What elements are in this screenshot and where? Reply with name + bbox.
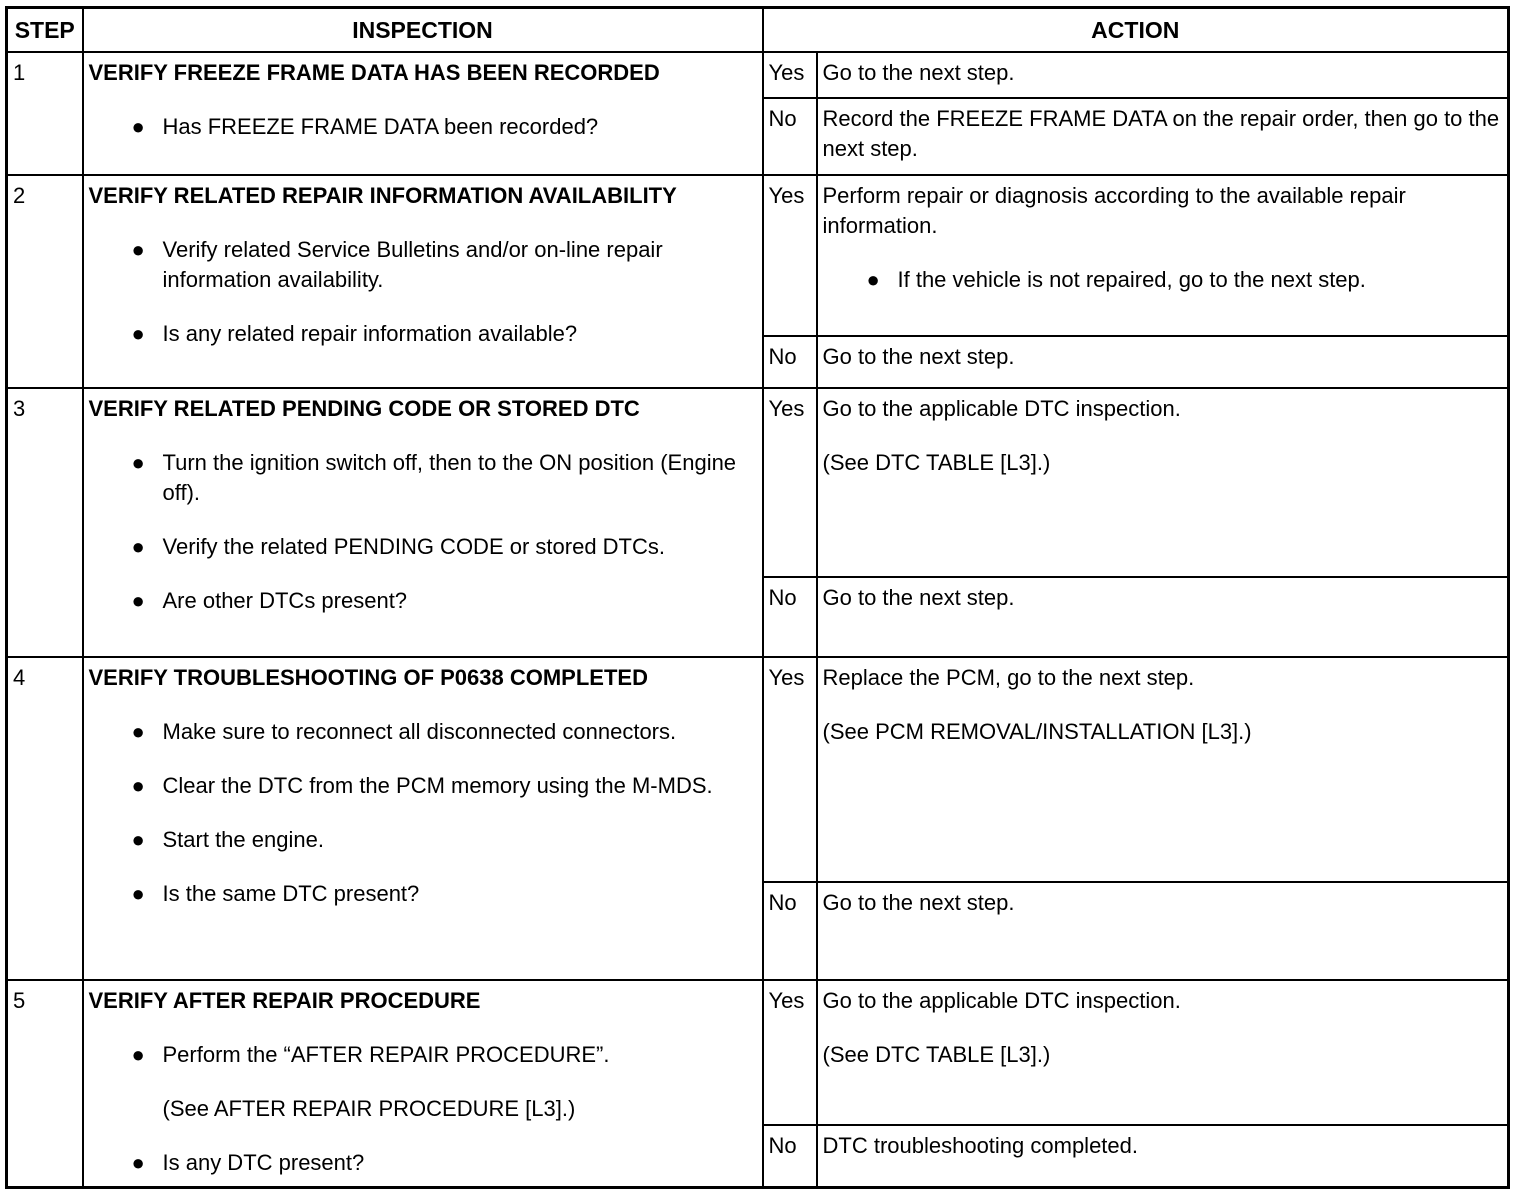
bullet-icon: ● [131,881,145,906]
header-action: ACTION [763,8,1509,53]
action-item: ● If the vehicle is not repaired, go to the next step. [823,265,1503,295]
yes-action [817,980,1509,1125]
bullet-icon: ● [131,588,145,613]
step-row [7,388,1509,577]
inspection-cell [83,175,763,388]
no-label: No [763,1125,817,1188]
inspection-item: ● Make sure to reconnect all disconnected connectors. [89,717,757,747]
no-label: No [763,98,817,175]
header-inspection: INSPECTION [83,8,763,53]
diagnostic-procedure [5,6,1510,1189]
step-number: 3 [7,388,83,657]
yes-action-text: Replace the PCM, go to the next step. [822,665,1195,690]
inspection-cell [83,388,763,657]
inspection-cell [83,980,763,1188]
inspection-item: ● Is the same DTC present? [89,879,757,909]
step-row [7,657,1509,882]
bullet-icon: ● [131,773,145,798]
inspection-item: ● Clear the DTC from the PCM memory using the M-MDS. [89,771,757,801]
inspection-cell [83,657,763,980]
bullet-icon: ● [131,719,145,744]
step-number: 1 [7,52,83,175]
bullet-icon: ● [131,237,145,262]
inspection-item: ● Is any DTC present? [89,1148,757,1178]
no-action: Go to the next step. [817,336,1509,388]
yes-action [817,175,1509,336]
yes-action-reference: (See DTC TABLE [L3].) [822,1042,1051,1067]
step-row [7,175,1509,336]
bullet-icon: ● [866,267,880,292]
bullet-icon: ● [131,827,145,852]
inspection-note: (See AFTER REPAIR PROCEDURE [L3].) [162,1096,576,1121]
bullet-icon: ● [131,321,145,346]
yes-action [817,388,1509,577]
yes-action: Go to the next step. [817,52,1509,98]
header-row [7,8,1509,53]
yes-label: Yes [763,388,817,577]
yes-label: Yes [763,52,817,98]
inspection-cell [83,52,763,175]
step-number: 4 [7,657,83,980]
inspection-item: ● Verify the related PENDING CODE or stored DTCs. [89,532,757,562]
step-title: VERIFY FREEZE FRAME DATA HAS BEEN RECORDED [88,60,660,85]
step-row [7,980,1509,1125]
no-action: Go to the next step. [817,882,1509,980]
step-number: 2 [7,175,83,388]
yes-action-text: Go to the applicable DTC inspection. [822,396,1181,421]
step-title: VERIFY TROUBLESHOOTING OF P0638 COMPLETED [88,665,648,690]
inspection-item: ● Perform the “AFTER REPAIR PROCEDURE”. [89,1040,757,1070]
bullet-icon: ● [131,1150,145,1175]
step-row [7,52,1509,98]
bullet-icon: ● [131,450,145,475]
step-number: 5 [7,980,83,1188]
inspection-item: ● Verify related Service Bulletins and/or on-line repair information availability. [131,237,663,292]
yes-action-text: Perform repair or diagnosis according to the available repair information. [822,183,1406,238]
bullet-icon: ● [131,114,145,139]
step-title: VERIFY RELATED REPAIR INFORMATION AVAILABILITY [88,183,677,208]
step-title: VERIFY AFTER REPAIR PROCEDURE [88,988,481,1013]
no-label: No [763,882,817,980]
yes-action-text: Go to the applicable DTC inspection. [822,988,1181,1013]
yes-label: Yes [763,175,817,336]
inspection-item: ● Turn the ignition switch off, then to the ON position (Engine off). [131,450,737,505]
inspection-item: ● Start the engine. [89,825,757,855]
step-title: VERIFY RELATED PENDING CODE OR STORED DTC [88,396,640,421]
no-action: Go to the next step. [817,577,1509,657]
yes-action [817,657,1509,882]
yes-label: Yes [763,657,817,882]
header-step: STEP [7,8,83,53]
yes-label: Yes [763,980,817,1125]
no-action: DTC troubleshooting completed. [817,1125,1509,1188]
yes-action-reference: (See DTC TABLE [L3].) [822,450,1051,475]
no-label: No [763,577,817,657]
no-label: No [763,336,817,388]
bullet-icon: ● [131,1042,145,1067]
procedure-table [5,6,1510,1189]
inspection-item: ● Are other DTCs present? [89,586,757,616]
no-action: Record the FREEZE FRAME DATA on the repair order, then go to the next step. [817,98,1509,175]
inspection-item: ● Is any related repair information available? [89,319,757,349]
yes-action-reference: (See PCM REMOVAL/INSTALLATION [L3].) [822,719,1252,744]
bullet-icon: ● [131,534,145,559]
inspection-item: ● Has FREEZE FRAME DATA been recorded? [89,112,757,142]
